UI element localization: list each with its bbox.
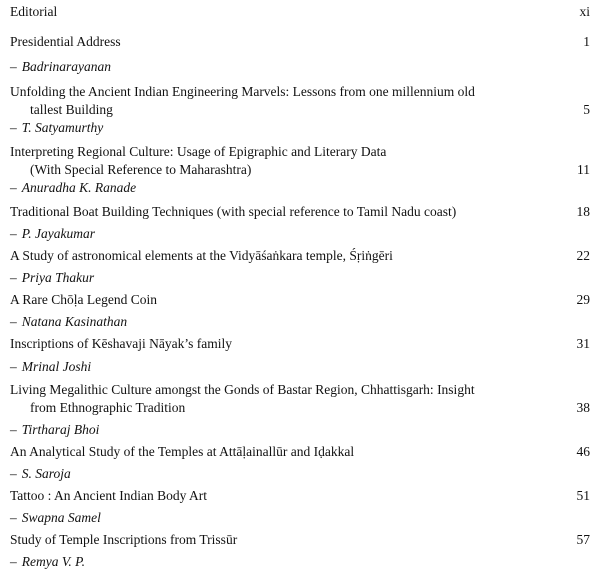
entry-title-line[interactable] [30, 101, 590, 119]
page-number: 18 [576, 204, 590, 219]
entry-author [10, 421, 590, 439]
entry-title: Living Megalithic Culture amongst the Gonds of Bastar Region, Chhattisgarh: Insight [10, 382, 475, 397]
entry-title: Study of Temple Inscriptions from Trissūr [10, 532, 238, 547]
toc-editorial[interactable] [10, 3, 590, 21]
entry-title: Unfolding the Ancient Indian Engineering Marvels: Lessons from one millennium old [10, 84, 475, 99]
page-number: 57 [576, 532, 590, 547]
entry-title-line[interactable] [10, 487, 590, 505]
dash: – [10, 270, 17, 285]
dash: – [10, 120, 17, 135]
entry-title-line[interactable] [10, 247, 590, 265]
entry-title: Interpreting Regional Culture: Usage of Epigraphic and Literary Data [10, 144, 387, 159]
author-name: Priya Thakur [21, 270, 95, 285]
dash: – [10, 359, 17, 374]
entry-author [10, 225, 590, 243]
dash: – [10, 422, 17, 437]
page-number: xi [579, 4, 590, 19]
page-number: 46 [576, 444, 590, 459]
entry-title-line[interactable] [10, 531, 590, 549]
page-number: 38 [576, 400, 590, 415]
entry-author [10, 553, 590, 571]
author-name: Remya V. P. [21, 554, 85, 569]
page-number: 5 [583, 102, 590, 117]
entry-title: A Rare Chōḷa Legend Coin [10, 292, 157, 307]
page-number: 51 [576, 488, 590, 503]
author-name: Tirtharaj Bhoi [21, 422, 100, 437]
dash: – [10, 226, 17, 241]
author-name: P. Jayakumar [21, 226, 95, 241]
entry-title: from Ethnographic Tradition [30, 400, 186, 415]
entry-title: An Analytical Study of the Temples at Attāḷainallūr and Iḍakkal [10, 444, 355, 459]
entry-title-line[interactable] [10, 33, 590, 51]
entry-title-line[interactable] [30, 161, 590, 179]
entry-title: A Study of astronomical elements at the Vidyāśaṅkara temple, Śṛiṅgēri [10, 248, 393, 263]
dash: – [10, 180, 17, 195]
author-name: Badrinarayanan [21, 59, 111, 74]
entry-title: (With Special Reference to Maharashtra) [30, 162, 252, 177]
page-number: 1 [583, 34, 590, 49]
entry-author [10, 509, 590, 527]
entry-title: Tattoo : An Ancient Indian Body Art [10, 488, 208, 503]
entry-author [10, 358, 590, 376]
entry-title: Inscriptions of Kēshavaji Nāyak’s family [10, 336, 232, 351]
author-name: Natana Kasinathan [21, 314, 128, 329]
page-number: 29 [576, 292, 590, 307]
dash: – [10, 314, 17, 329]
entry-author [10, 179, 590, 197]
entry-title-line[interactable] [10, 381, 590, 399]
dash: – [10, 554, 17, 569]
author-name: S. Saroja [21, 466, 71, 481]
entry-title-line[interactable] [10, 291, 590, 309]
author-name: Swapna Samel [21, 510, 101, 525]
entry-author [10, 119, 590, 137]
author-name: T. Satyamurthy [21, 120, 104, 135]
page-number: 31 [576, 336, 590, 351]
entry-title-line[interactable] [10, 143, 590, 161]
entry-author [10, 58, 590, 76]
entry-title-line[interactable] [10, 83, 590, 101]
entry-author [10, 465, 590, 483]
dash: – [10, 466, 17, 481]
author-name: Mrinal Joshi [21, 359, 92, 374]
author-name: Anuradha K. Ranade [21, 180, 137, 195]
entry-author [10, 313, 590, 331]
entry-title-line[interactable] [30, 399, 590, 417]
entry-title-line[interactable] [10, 443, 590, 461]
entry-title: Traditional Boat Building Techniques (with special reference to Tamil Nadu coast) [10, 204, 457, 219]
entry-title-line[interactable] [10, 203, 590, 221]
entry-title: tallest Building [30, 102, 113, 117]
dash: – [10, 510, 17, 525]
entry-title: Presidential Address [10, 34, 121, 49]
entry-title: Editorial [10, 4, 58, 19]
entry-author [10, 269, 590, 287]
page-number: 11 [577, 162, 590, 177]
entry-title-line[interactable] [10, 335, 590, 353]
page-number: 22 [576, 248, 590, 263]
dash: – [10, 59, 17, 74]
